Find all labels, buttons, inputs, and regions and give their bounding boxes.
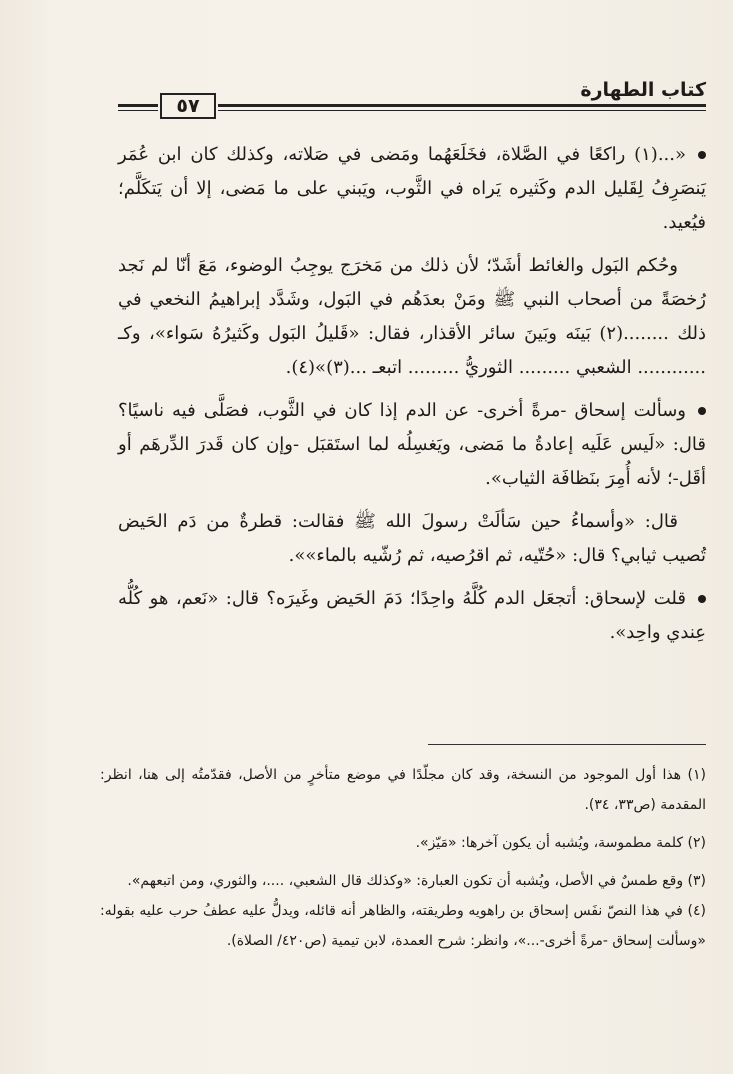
bullet-icon — [698, 407, 706, 415]
footnote-separator — [428, 744, 706, 745]
paragraph — [118, 138, 706, 240]
header-rule-left-thin — [118, 110, 158, 111]
main-text — [118, 138, 706, 659]
footnote-2: (٢) كلمة مطموسة، ويُشبه أن يكون آخرها: «مَيّز». — [415, 835, 706, 851]
footnotes — [100, 760, 706, 964]
bullet-icon — [698, 151, 706, 159]
paragraph-text: وسألت إسحاق -مرةً أخرى- عن الدم إذا كان في الثَّوب، فصَلَّى فيه ناسيًا؟ قال: «لَيس عَلَيه إعادةُ ما مَضى، ويَغسِلُه لما استَقبَل -وإن كان قَدرَ الدِّرهَم أو أقَل-؛ لأنه أُمِرَ بنَظافَة الثياب». — [118, 400, 706, 489]
paragraph-text: قال: «وأسماءُ حين سَألَتْ رسولَ الله ﷺ فقالت: قطرةٌ من دَم الحَيض تُصيب ثيابي؟ قال: «حُتّيه، ثم اقرُصيه، ثم رُشّيه بالماء»». — [118, 511, 706, 566]
bullet-icon — [698, 595, 706, 603]
page-header — [118, 74, 706, 118]
paragraph — [118, 249, 706, 385]
header-rule — [218, 104, 706, 107]
header-rule-thin — [218, 110, 706, 111]
paragraph-text: قلت لإسحاق: أتجعَل الدم كُلَّهُ واحِدًا؛ دَمَ الحَيض وغَيرَه؟ قال: «نَعم، هو كُلُّه عِندي واحِد». — [118, 588, 706, 643]
footnote-4: (٤) في هذا النصّ نفَس إسحاق بن راهويه وطريقته، والظاهر أنه قائله، ويدلُّ عليه عطفُ حرب عليه بقوله: «وسألت إسحاق -مرةً أخرى-...»، وانظر: شرح العمدة، لابن تيمية (ص٤٢٠/ الصلاة). — [100, 903, 706, 949]
page-number: ٥٧ — [160, 93, 216, 119]
footnote-3: (٣) وقع طمسٌ في الأصل، ويُشبه أن تكون العبارة: «وكذلك قال الشعبي، ....، والثوري، ومن اتبعهم». — [127, 873, 706, 889]
header-rule-left — [118, 104, 158, 107]
paragraph — [118, 394, 706, 496]
paragraph-text: وحُكم البَول والغائط أشَدّ؛ لأن ذلك من مَخرَج يوجِبُ الوضوء، مَعَ أنّا لم نَجد رُخصَةً من أصحاب النبي ﷺ ومَنْ بعدَهُم في البَول، وشَدَّد إبراهيمُ النخعي في ذلك ........(٢) بَينَه وبَينَ سائر الأقذار، فقال: «قَليلُ البَول وكَثيرُهُ سَواء»، وكـ ............ الشعبي ......... الثوريُّ ......... اتبعـ ...(٣)»(٤). — [118, 255, 706, 378]
paragraph — [118, 582, 706, 650]
running-title: كتاب الطهارة — [580, 79, 706, 101]
footnote-1: (١) هذا أول الموجود من النسخة، وقد كان مجلّدًا في موضع متأخرٍ من الأصل، فقدّمتُه إلى هنا، انظر: المقدمة (ص٣٣، ٣٤). — [100, 767, 706, 813]
paragraph-text: «...(١) راكعًا في الصَّلاة، فخَلَعَهُما ومَضى في صَلاته، وكذلك كان ابن عُمَر يَنصَرِفُ لِقَليل الدم وكَثيره يَراه في الثَّوب، ويَبني على ما مَضى، إلا أن يَتكَلَّم؛ فيُعيد. — [118, 144, 706, 233]
paragraph — [118, 505, 706, 573]
